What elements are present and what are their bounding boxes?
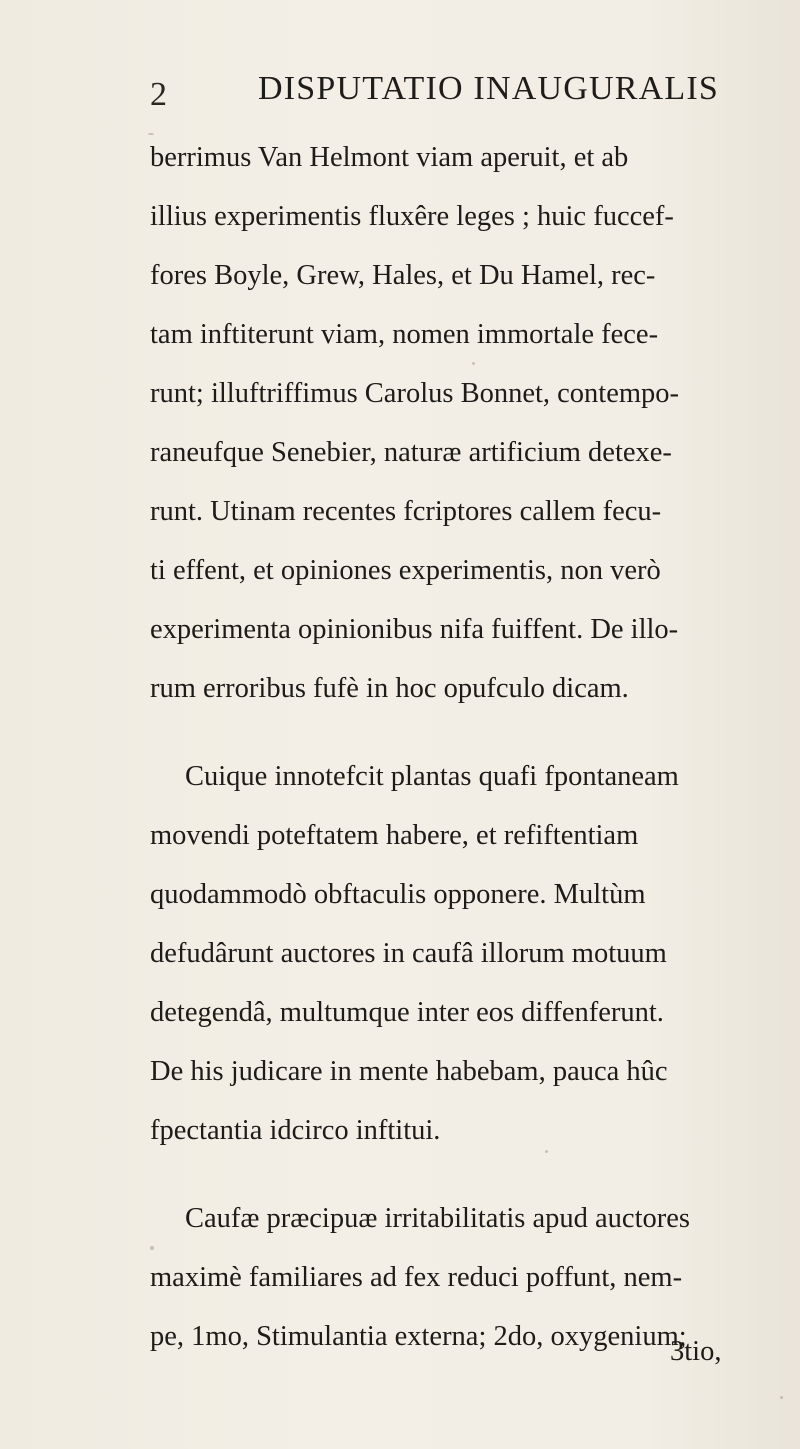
text-line: illius experimentis fluxêre leges ; huic fuccef- [150,201,674,232]
text-line: ti effent, et opiniones experimentis, non verò [150,555,661,586]
running-title: DISPUTATIO INAUGURALIS [258,70,719,107]
text-line: Cuique innotefcit plantas quafi fpontaneam [185,761,679,792]
text-line: runt; illuftriffimus Carolus Bonnet, contempo- [150,378,680,409]
text-line: Caufæ præcipuæ irritabilitatis apud auctores [185,1203,690,1234]
text-line: De his judicare in mente habebam, pauca hûc [150,1056,668,1087]
ink-speck [780,1396,783,1399]
text-line: movendi poteftatem habere, et refiftentiam [150,820,639,851]
ink-speck [150,1246,154,1250]
text-line: experimenta opinionibus nifa fuiffent. De illo- [150,614,679,645]
text-line: maximè familiares ad fex reduci poffunt, nem- [150,1262,683,1293]
text-line: tam inftiterunt viam, nomen immortale fece- [150,319,659,350]
text-line: fpectantia idcirco inftitui. [150,1115,441,1146]
text-line: detegendâ, multumque inter eos diffenferunt. [150,997,664,1028]
text-line: runt. Utinam recentes fcriptores callem fecu- [150,496,662,527]
ink-speck [545,1150,548,1153]
text-line: fores Boyle, Grew, Hales, et Du Hamel, rec- [150,260,656,291]
text-line: berrimus Van Helmont viam aperuit, et ab [150,142,629,173]
ink-speck [472,362,475,365]
text-line: defudârunt auctores in caufâ illorum motuum [150,938,667,969]
text-line: rum erroribus fufè in hoc opufculo dicam. [150,673,629,704]
ink-speck [148,133,154,135]
text-line: raneufque Senebier, naturæ artificium detexe- [150,437,672,468]
page-header [0,70,800,120]
page-number: 2 [150,76,167,113]
text-line: pe, 1mo, Stimulantia externa; 2do, oxygenium; [150,1321,687,1352]
text-line: quodammodò obftaculis opponere. Multùm [150,879,646,910]
catchword: 3tio, [670,1336,722,1367]
